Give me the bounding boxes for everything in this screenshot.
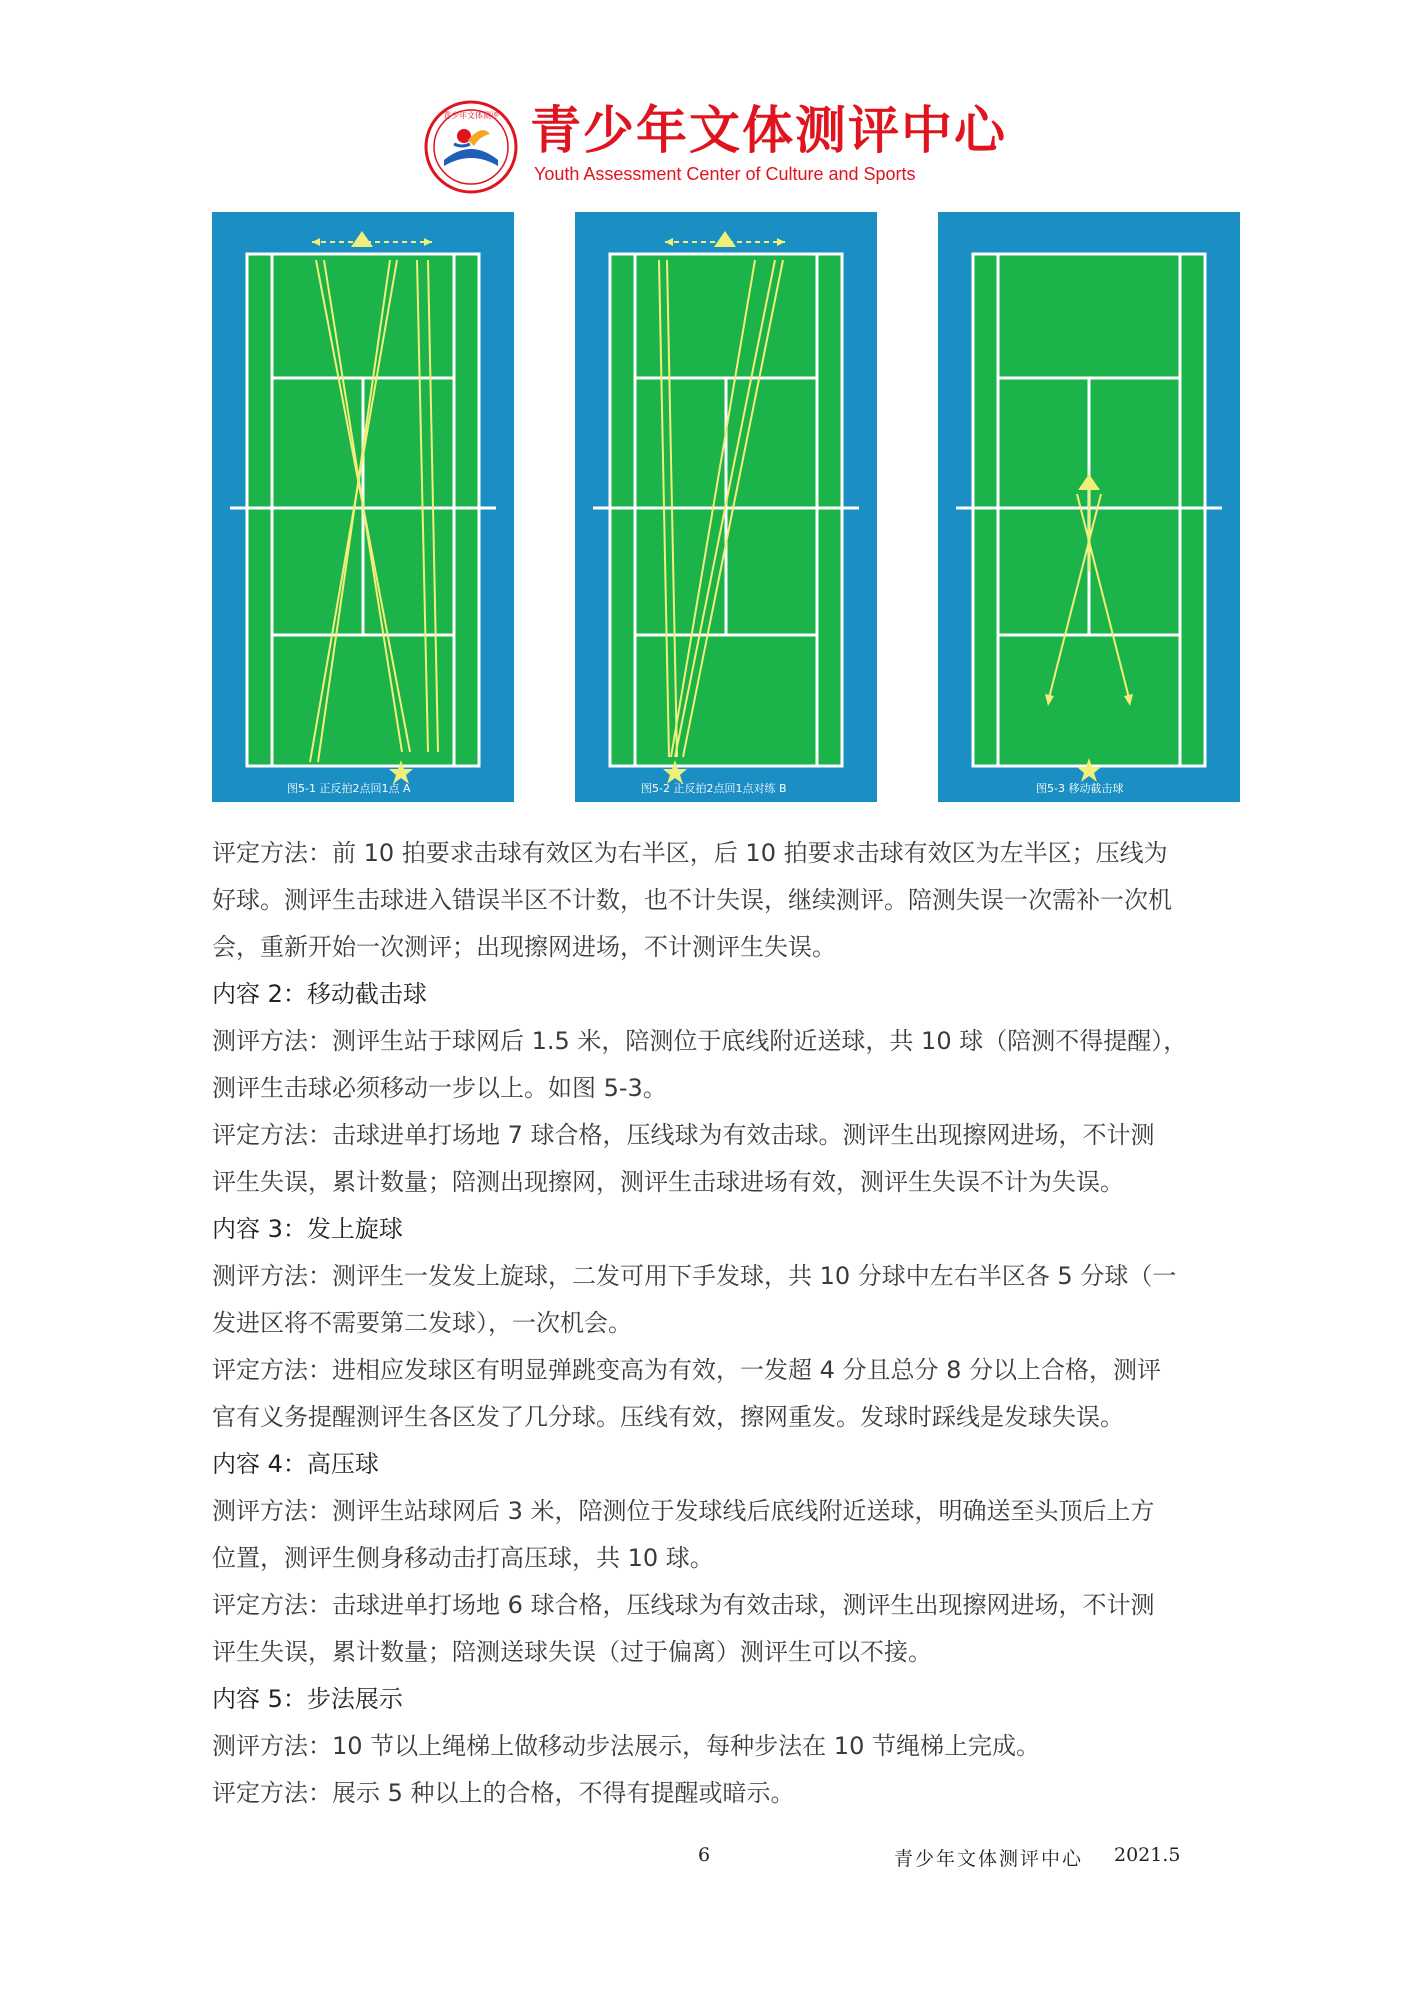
paragraph-line: 测评生击球必须移动一步以上。如图 5-3。 [212,1074,667,1102]
footer-date: 2021.5 [1114,1844,1181,1866]
document-header [424,100,1008,200]
section-heading: 内容 5：步法展示 [212,1685,403,1713]
figure-caption: 图5-2 正反拍2点回1点对练 B [641,782,787,795]
court-figure-5-3 [938,212,1240,802]
paragraph-line: 发进区将不需要第二发球），一次机会。 [212,1309,632,1337]
figure-caption: 图5-3 移动截击球 [1036,782,1124,795]
court-lines [593,254,859,766]
section-heading: 内容 3：发上旋球 [212,1215,403,1243]
paragraph-line: 会，重新开始一次测评；出现擦网进场，不计测评生失误。 [212,933,836,961]
paragraph-line: 官有义务提醒测评生各区发了几分球。压线有效，擦网重发。发球时踩线是发球失误。 [212,1403,1124,1431]
document-body [212,830,1202,1817]
paragraph-line: 评定方法：击球进单打场地 6 球合格，压线球为有效击球，测评生出现擦网进场，不计测 [212,1591,1155,1619]
paragraph-line: 评生失误，累计数量；陪测送球失误（过于偏离）测评生可以不接。 [212,1638,932,1666]
svg-text:青少年文体测评: 青少年文体测评 [443,111,499,120]
paragraph-line: 位置，测评生侧身移动击打高压球，共 10 球。 [212,1544,714,1572]
paragraph-line: 测评方法：测评生站于球网后 1.5 米，陪测位于底线附近送球，共 10 球（陪测不得提醒）， [212,1027,1188,1055]
section-heading: 内容 4：高压球 [212,1450,379,1478]
paragraph-line: 评定方法：展示 5 种以上的合格，不得有提醒或暗示。 [212,1779,795,1807]
court-figures [212,212,1240,802]
page-footer [0,1844,1414,1874]
footer-org: 青少年文体测评中心 [894,1848,1084,1870]
brand-title-cn: 青少年文体测评中心 [530,102,1008,161]
paragraph-line: 测评方法：测评生一发发上旋球，二发可用下手发球，共 10 分球中左右半区各 5 分球（一 [212,1262,1177,1290]
paragraph-line: 测评方法：测评生站球网后 3 米，陪测位于发球线后底线附近送球，明确送至头顶后上方 [212,1497,1155,1525]
paragraph-line: 测评方法：10 节以上绳梯上做移动步法展示，每种步法在 10 节绳梯上完成。 [212,1732,1040,1760]
page-number: 6 [698,1844,711,1866]
paragraph-line: 评生失误，累计数量；陪测出现擦网，测评生击球进场有效，测评生失误不计为失误。 [212,1168,1124,1196]
section-heading: 内容 2：移动截击球 [212,980,427,1008]
paragraph-line: 好球。测评生击球进入错误半区不计数，也不计失误，继续测评。陪测失误一次需补一次机 [212,886,1172,914]
figure-caption: 图5-1 正反拍2点回1点 A [287,782,411,795]
court-figure-5-2 [575,212,877,802]
paragraph-line: 评定方法：前 10 拍要求击球有效区为右半区，后 10 拍要求击球有效区为左半区；压线为 [212,839,1168,867]
paragraph-line: 评定方法：击球进单打场地 7 球合格，压线球为有效击球。测评生出现擦网进场，不计测 [212,1121,1155,1149]
court-figure-5-1 [212,212,514,802]
logo-icon [424,100,518,194]
paragraph-line: 评定方法：进相应发球区有明显弹跳变高为有效，一发超 4 分且总分 8 分以上合格，测评 [212,1356,1162,1384]
brand-title-en: Youth Assessment Center of Culture and Sports [534,164,916,184]
